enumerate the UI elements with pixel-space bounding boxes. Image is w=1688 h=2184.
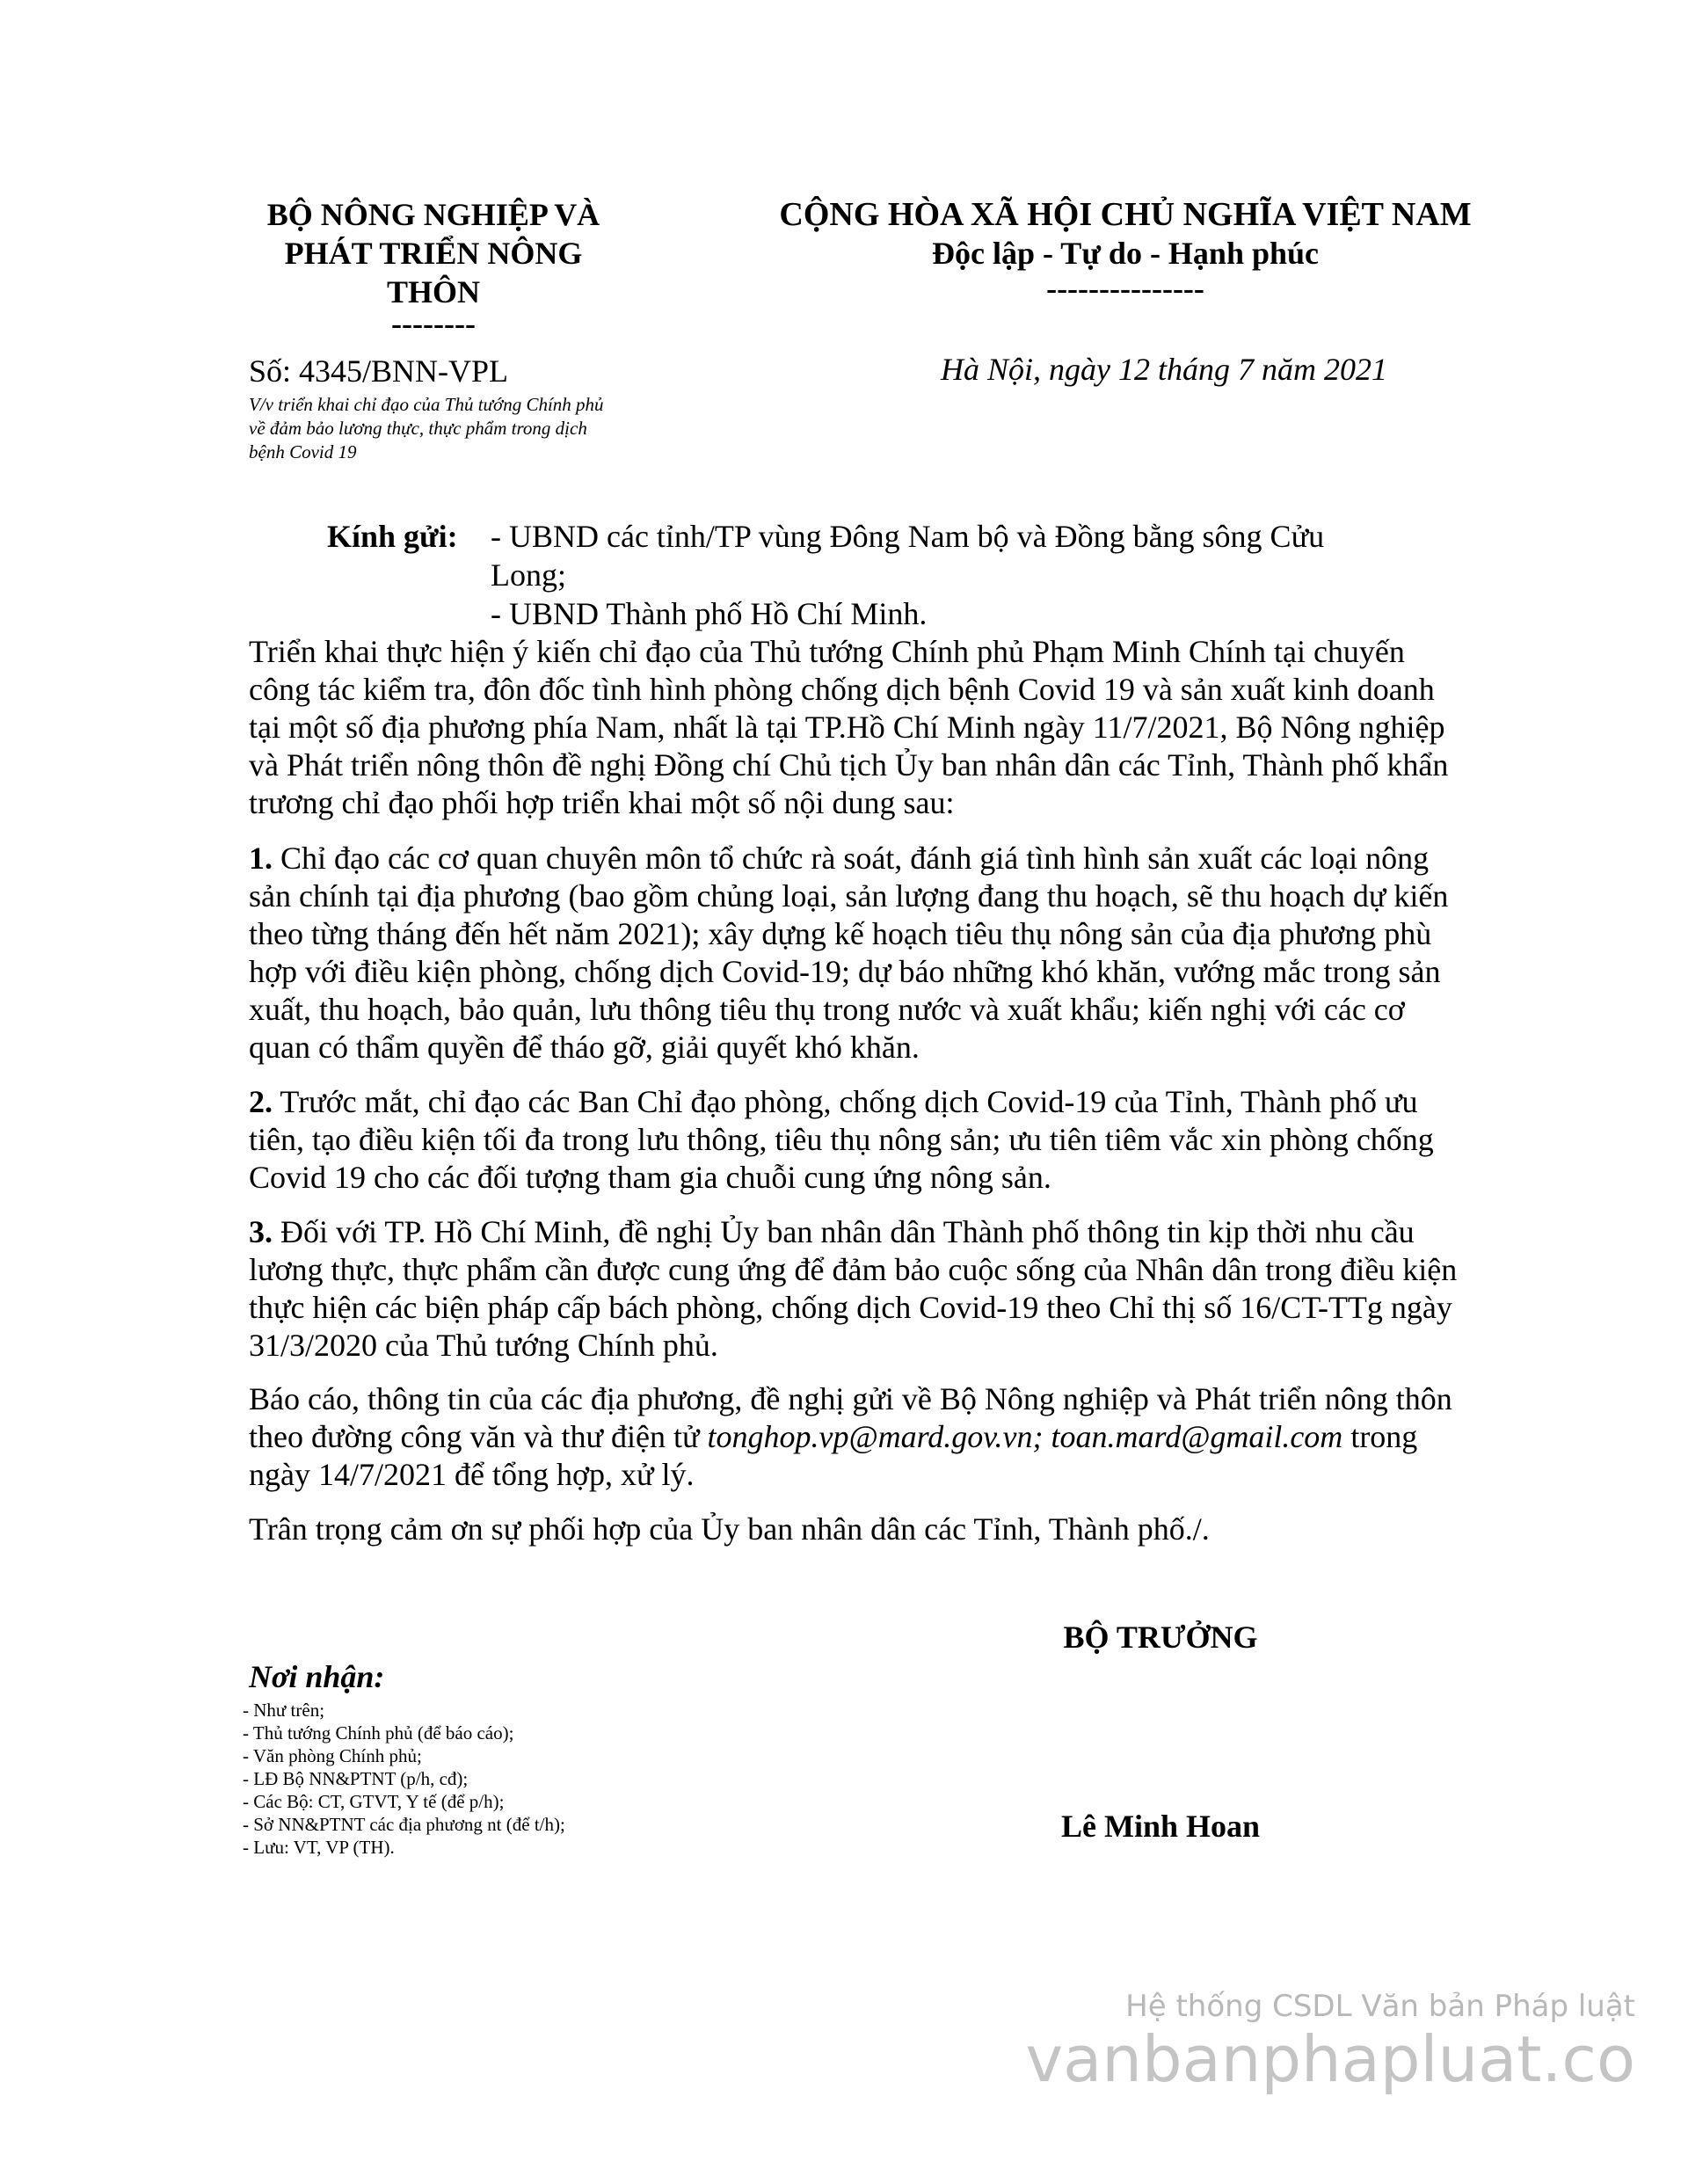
email-link-2[interactable]: toan.mard@gmail.com bbox=[1051, 1419, 1343, 1454]
paragraph-2-number: 2. bbox=[249, 1084, 273, 1119]
recipients-list bbox=[491, 517, 1405, 633]
distribution-item: - Văn phòng Chính phủ; bbox=[243, 1745, 422, 1766]
recipient-item: - UBND các tỉnh/TP vùng Đông Nam bộ và Đồng bằng sông Cửu Long; bbox=[491, 519, 1325, 593]
national-title: CỘNG HÒA XÃ HỘI CHỦ NGHĨA VIỆT NAM bbox=[779, 196, 1472, 233]
paragraph-1-number: 1. bbox=[249, 841, 273, 876]
paragraph-3 bbox=[249, 1213, 1462, 1365]
agency-line: BỘ NÔNG NGHIỆP VÀ bbox=[266, 197, 600, 232]
document-subject: V/v triển khai chỉ đạo của Thủ tướng Chính phủ về đảm bảo lương thực, thực phẩm trong dịch bệnh Covid 19 bbox=[249, 394, 604, 462]
reporting-text: Báo cáo, thông tin của các địa phương, đề nghị gửi về Bộ Nông nghiệp và Phát triển nông thôn theo đường công văn và thư điện tử bbox=[249, 1381, 1452, 1454]
paragraph-2 bbox=[249, 1083, 1462, 1197]
paragraph-1 bbox=[249, 840, 1462, 1067]
distribution-item: - Thủ tướng Chính phủ (để báo cáo); bbox=[243, 1722, 514, 1744]
motto-divider: --------------- bbox=[1046, 271, 1204, 306]
reporting-paragraph bbox=[249, 1380, 1462, 1494]
reporting-deadline: trong ngày 14/7/2021 để tổng hợp, xử lý. bbox=[249, 1419, 1418, 1492]
distribution-item: - Sở NN&PTNT các địa phương nt (để t/h); bbox=[243, 1814, 565, 1835]
email-link-1[interactable]: tonghop.vp@mard.gov.vn; bbox=[707, 1419, 1044, 1454]
document-number: Số: 4345/BNN-VPL bbox=[249, 353, 509, 389]
distribution-item: - Như trên; bbox=[243, 1700, 325, 1721]
intro-paragraph: Triển khai thực hiện ý kiến chỉ đạo của Thủ tướng Chính phủ Phạm Minh Chính tại chuyến công tác kiểm tra, đôn đốc tình hình phòng chống dịch bệnh Covid 19 và sản xuất kinh doanh tại một số địa phương phía Nam, nhất là tại TP.Hồ Chí Minh ngày 11/7/2021, Bộ Nông nghiệp và Phát triển nông thôn đề nghị Đồng chí Chủ tịch Ủy ban nhân dân các Tỉnh, Thành phố khẩn trương chỉ đạo phối hợp triển khai một số nội dung sau: bbox=[249, 634, 1449, 820]
paragraph-3-number: 3. bbox=[249, 1214, 273, 1249]
recipient-item: - UBND Thành phố Hồ Chí Minh. bbox=[491, 596, 928, 631]
watermark-caption: Hệ thống CSDL Văn bản Pháp luật bbox=[1125, 1989, 1635, 2024]
signer-name: Lê Minh Hoan bbox=[1060, 1809, 1261, 1844]
distribution-list bbox=[243, 1699, 858, 1859]
place-and-date: Hà Nội, ngày 12 tháng 7 năm 2021 bbox=[941, 352, 1387, 387]
paragraph-3-text: Đối với TP. Hồ Chí Minh, đề nghị Ủy ban nhân dân Thành phố thông tin kịp thời nhu cầu lương thực, thực phẩm cần được cung ứng để đảm bảo cuộc sống của Nhân dân trong điều kiện thực hiện các biện pháp cấp bách phòng, chống dịch Covid-19 theo Chỉ thị số 16/CT-TTg ngày 31/3/2020 của Thủ tướng Chính phủ. bbox=[249, 1214, 1458, 1363]
issuing-agency bbox=[236, 195, 631, 311]
agency-divider: -------- bbox=[391, 306, 476, 341]
distribution-item: - Lưu: VT, VP (TH). bbox=[243, 1837, 395, 1858]
national-motto: Độc lập - Tự do - Hạnh phúc bbox=[931, 236, 1320, 271]
paragraph-1-text: Chỉ đạo các cơ quan chuyên môn tổ chức rà soát, đánh giá tình hình sản xuất các loại nông sản chính tại địa phương (bao gồm chủng loại, sản lượng đang thu hoạch, sẽ thu hoạch dự kiến theo từng tháng đến hết năm 2021); xây dựng kế hoạch tiêu thụ nông sản của địa phương phù hợp với điều kiện phòng, chống dịch Covid-19; dự báo những khó khăn, vướng mắc trong sản xuất, thu hoạch, bảo quản, lưu thông tiêu thụ trong nước và xuất khẩu; kiến nghị với các cơ quan có thẩm quyền để tháo gỡ, giải quyết khó khăn. bbox=[249, 841, 1449, 1065]
closing-paragraph: Trân trọng cảm ơn sự phối hợp của Ủy ban nhân dân các Tỉnh, Thành phố./. bbox=[249, 1511, 1210, 1547]
watermark-site: vanbanphapluat.co bbox=[1025, 2022, 1635, 2096]
signer-title: BỘ TRƯỞNG bbox=[1063, 1620, 1258, 1655]
paragraph-2-text: Trước mắt, chỉ đạo các Ban Chỉ đạo phòng, chống dịch Covid-19 của Tỉnh, Thành phố ưu tiên, tạo điều kiện tối đa trong lưu thông, tiêu thụ nông sản; ưu tiên tiêm vắc xin phòng chống Covid 19 cho các đối tượng tham gia chuỗi cung ứng nông sản. bbox=[249, 1084, 1434, 1195]
distribution-label: Nơi nhận: bbox=[249, 1659, 385, 1694]
distribution-item: - Các Bộ: CT, GTVT, Y tế (để p/h); bbox=[243, 1791, 505, 1812]
agency-line: THÔN bbox=[386, 274, 480, 309]
agency-line: PHÁT TRIỂN NÔNG bbox=[284, 236, 583, 271]
distribution-item: - LĐ Bộ NN&PTNT (p/h, cđ); bbox=[243, 1768, 469, 1789]
recipients-label: Kính gửi: bbox=[327, 519, 458, 554]
